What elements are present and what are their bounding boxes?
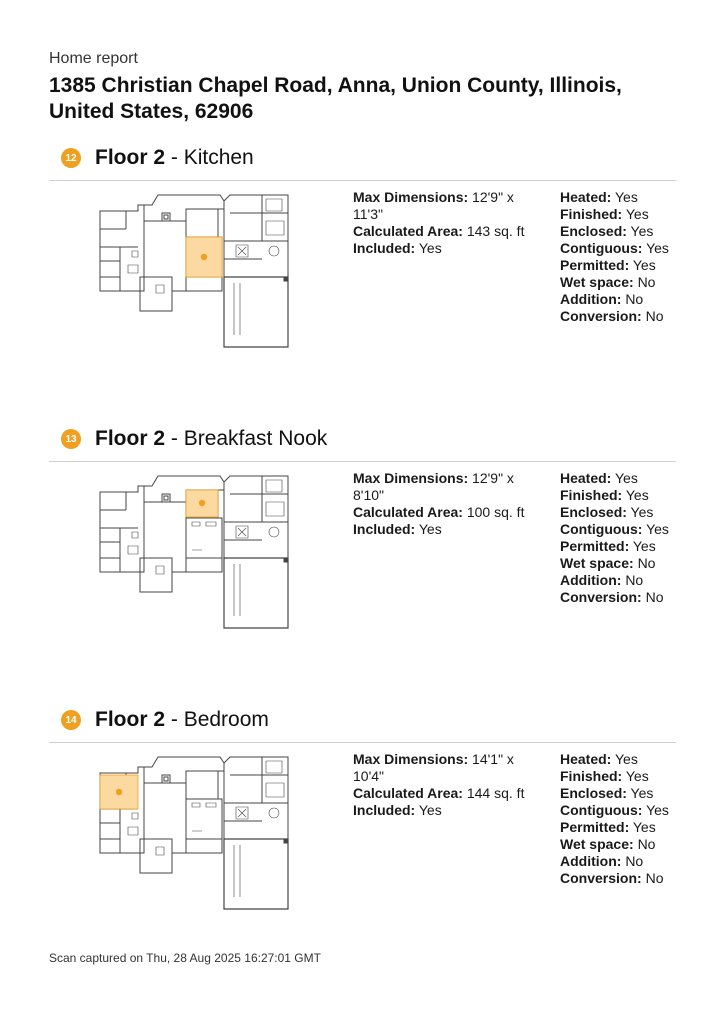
max-dimensions-value: 12'9" x 11'3" <box>353 189 514 222</box>
finished-row: Finished: Yes <box>560 206 649 222</box>
room-section-breakfast-nook <box>0 426 724 696</box>
calculated-area-value: 144 sq. ft <box>466 785 525 801</box>
floor-plan <box>96 472 296 632</box>
calculated-area-row: Calculated Area: 144 sq. ft <box>353 785 525 801</box>
room-flags <box>560 189 675 325</box>
included-row: Included: Yes <box>353 521 442 537</box>
finished-row: Finished: Yes <box>560 768 649 784</box>
room-floor: Floor 2 <box>95 427 166 450</box>
max-dimensions-row: Max Dimensions: 12'9" x 8'10" <box>353 470 514 503</box>
max-dimensions-row: Max Dimensions: 14'1" x 10'4" <box>353 751 514 784</box>
contiguous-row: Contiguous: Yes <box>560 802 669 818</box>
addition-row: Addition: No <box>560 572 644 588</box>
room-name: Kitchen <box>183 146 254 169</box>
room-name: Breakfast Nook <box>183 427 328 450</box>
scan-timestamp: Scan captured on Thu, 28 Aug 2025 16:27:01 GMT <box>49 951 321 965</box>
room-title <box>95 427 327 451</box>
included-value: Yes <box>418 802 442 818</box>
conversion-row: Conversion: No <box>560 589 664 605</box>
permitted-row: Permitted: Yes <box>560 819 656 835</box>
room-flags <box>560 470 675 606</box>
enclosed-row: Enclosed: Yes <box>560 785 654 801</box>
room-header <box>61 426 327 452</box>
room-marker <box>116 789 122 795</box>
wet-space-row: Wet space: No <box>560 274 656 290</box>
contiguous-row: Contiguous: Yes <box>560 240 669 256</box>
max-dimensions-value: 14'1" x 10'4" <box>353 751 514 784</box>
heated-row: Heated: Yes <box>560 189 638 205</box>
section-divider <box>49 180 676 181</box>
room-number-badge: 13 <box>61 429 81 449</box>
section-divider <box>49 742 676 743</box>
calculated-area-row: Calculated Area: 100 sq. ft <box>353 504 525 520</box>
permitted-row: Permitted: Yes <box>560 538 656 554</box>
addition-row: Addition: No <box>560 853 644 869</box>
conversion-row: Conversion: No <box>560 308 664 324</box>
room-details <box>353 470 528 538</box>
enclosed-row: Enclosed: Yes <box>560 504 654 520</box>
conversion-row: Conversion: No <box>560 870 664 886</box>
room-title <box>95 708 269 732</box>
room-details <box>353 189 528 257</box>
room-marker <box>199 500 205 506</box>
room-floor: Floor 2 <box>95 146 166 169</box>
room-title <box>95 146 254 170</box>
calculated-area-row: Calculated Area: 143 sq. ft <box>353 223 525 239</box>
calculated-area-value: 143 sq. ft <box>466 223 525 239</box>
floor-plan <box>96 753 296 913</box>
enclosed-row: Enclosed: Yes <box>560 223 654 239</box>
addition-row: Addition: No <box>560 291 644 307</box>
max-dimensions-value: 12'9" x 8'10" <box>353 470 514 503</box>
report-label: Home report <box>49 50 138 67</box>
heated-row: Heated: Yes <box>560 751 638 767</box>
room-header <box>61 145 254 171</box>
floor-plan <box>96 191 296 351</box>
title-separator: - <box>165 146 184 169</box>
wet-space-row: Wet space: No <box>560 836 656 852</box>
heated-row: Heated: Yes <box>560 470 638 486</box>
room-section-kitchen <box>0 145 724 415</box>
title-separator: - <box>165 708 184 731</box>
room-marker <box>201 254 207 260</box>
room-details <box>353 751 528 819</box>
permitted-row: Permitted: Yes <box>560 257 656 273</box>
included-value: Yes <box>418 521 442 537</box>
title-separator: - <box>165 427 184 450</box>
wet-space-row: Wet space: No <box>560 555 656 571</box>
room-header <box>61 707 269 733</box>
room-section-bedroom <box>0 707 724 977</box>
section-divider <box>49 461 676 462</box>
included-row: Included: Yes <box>353 240 442 256</box>
room-number-badge: 14 <box>61 710 81 730</box>
max-dimensions-row: Max Dimensions: 12'9" x 11'3" <box>353 189 514 222</box>
included-value: Yes <box>418 240 442 256</box>
room-name: Bedroom <box>183 708 269 731</box>
finished-row: Finished: Yes <box>560 487 649 503</box>
room-flags <box>560 751 675 887</box>
contiguous-row: Contiguous: Yes <box>560 521 669 537</box>
room-floor: Floor 2 <box>95 708 166 731</box>
room-number-badge: 12 <box>61 148 81 168</box>
property-address: 1385 Christian Chapel Road, Anna, Union County, Illinois, United States, 62906 <box>49 74 622 123</box>
included-row: Included: Yes <box>353 802 442 818</box>
calculated-area-value: 100 sq. ft <box>466 504 525 520</box>
